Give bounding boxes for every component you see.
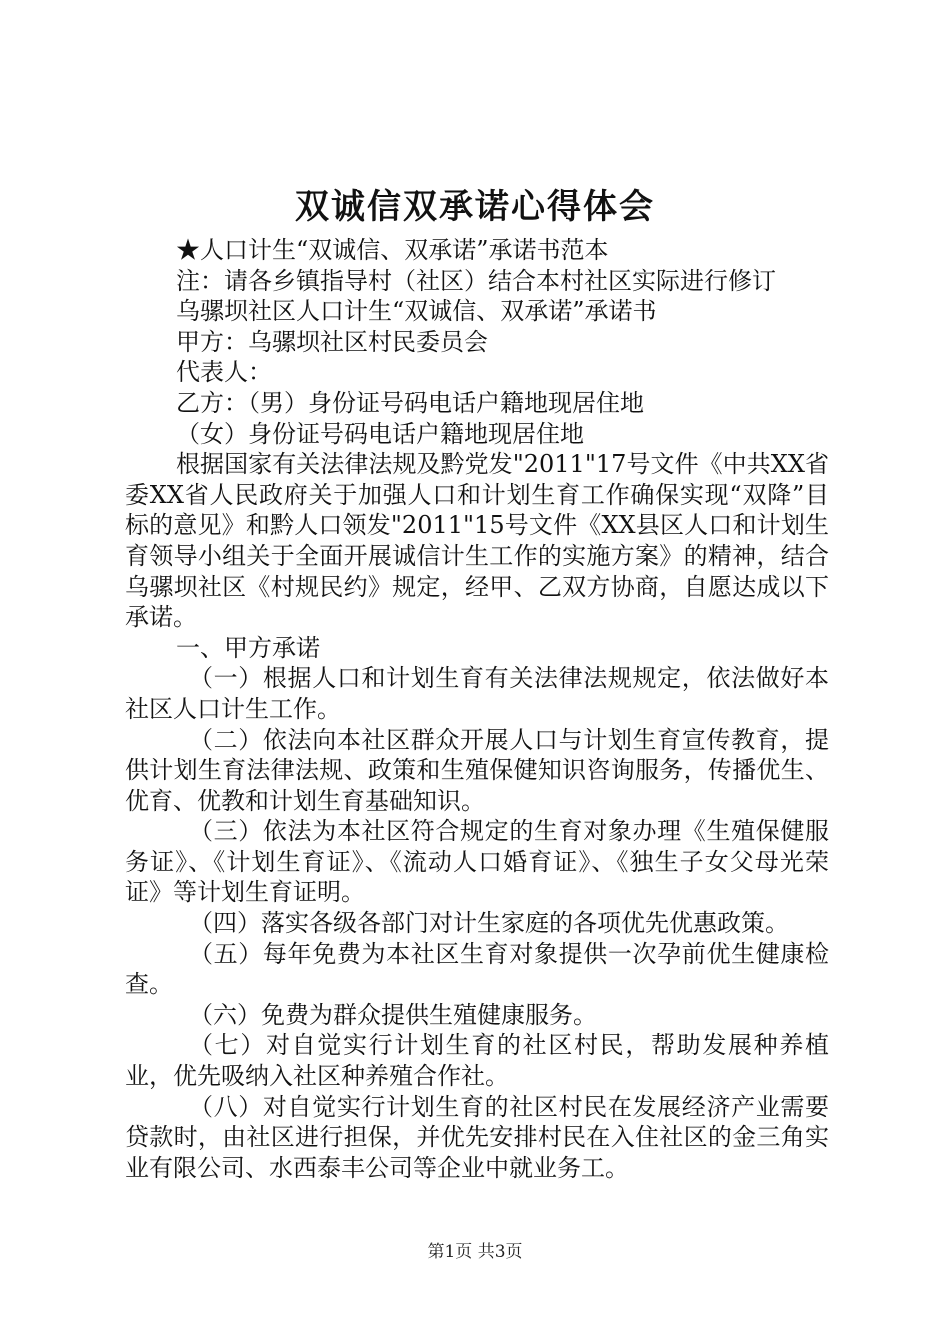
paragraph: 代表人： — [176, 358, 272, 387]
paragraph: （女）身份证号码电话户籍地现居住地 — [176, 419, 584, 448]
paragraph: 乌骡坝社区人口计生“双诚信、双承诺”承诺书 — [176, 297, 657, 326]
paragraph: （二）依法向本社区群众开展人口与计划生育宣传教育，提供计划生育法律法规、政策和生殖保健知识咨询服务，传播优生、优育、优教和计划生育基础知识。 — [125, 725, 829, 815]
paragraph: （六）免费为群众提供生殖健康服务。 — [189, 1000, 597, 1029]
paragraph: 注：请各乡镇指导村（社区）结合本村社区实际进行修订 — [176, 266, 776, 295]
paragraph: （三）依法为本社区符合规定的生育对象办理《生殖保健服务证》、《计划生育证》、《流动人口婚育证》、《独生子女父母光荣证》等计划生育证明。 — [125, 817, 829, 907]
paragraph: 一、甲方承诺 — [176, 633, 320, 662]
document-title: 双诚信双承诺心得体会 — [295, 187, 655, 227]
document-body — [125, 235, 829, 1183]
paragraph: （四）落实各级各部门对计生家庭的各项优先优惠政策。 — [189, 909, 789, 938]
paragraph: （七）对自觉实行计划生育的社区村民，帮助发展种养植业，优先吸纳入社区种养殖合作社。 — [125, 1031, 829, 1091]
page-footer: 第1页 共3页 — [427, 1242, 523, 1262]
paragraph: 乙方：（男）身份证号码电话户籍地现居住地 — [176, 388, 644, 417]
paragraph: 根据国家有关法律法规及黔党发"2011"17号文件《中共XX省委XX省人民政府关于加强人口和计划生育工作确保实现“双降”目标的意见》和黔人口领发"2011"15号文件《XX县区人口和计划生育领导小组关于全面开展诚信计生工作的实施方案》的精神，结合乌骡坝社区《村规民约》规定，经甲、乙双方协商，自愿达成以下承诺。 — [125, 450, 829, 632]
paragraph: ★人口计生“双诚信、双承诺”承诺书范本 — [176, 236, 609, 264]
paragraph: （一）根据人口和计划生育有关法律法规规定，依法做好本社区人口计生工作。 — [125, 664, 829, 723]
paragraph: 甲方：乌骡坝社区村民委员会 — [176, 327, 488, 356]
paragraph: （五）每年免费为本社区生育对象提供一次孕前优生健康检查。 — [125, 939, 829, 999]
paragraph: （八）对自觉实行计划生育的社区村民在发展经济产业需要贷款时，由社区进行担保，并优先安排村民在入住社区的金三角实业有限公司、水西泰丰公司等企业中就业务工。 — [125, 1092, 829, 1182]
